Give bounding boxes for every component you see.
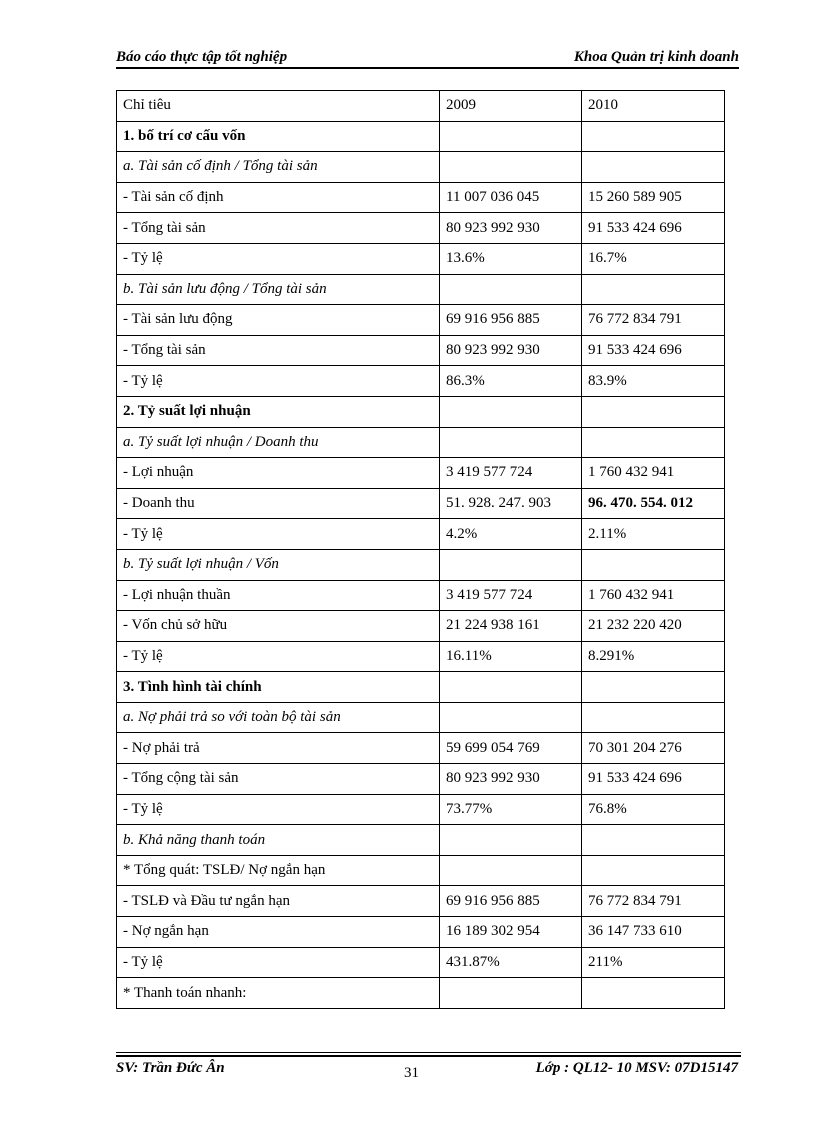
cell-2009: 80 923 992 930 [440,764,582,795]
cell-2009: 16.11% [440,641,582,672]
cell-2010: 96. 470. 554. 012 [582,488,725,519]
row-label: 3. Tình hình tài chính [117,672,440,703]
cell-2009: 13.6% [440,243,582,274]
row-label: - Tỷ lệ [117,519,440,550]
table-row [117,764,725,795]
cell-2010: 76 772 834 791 [582,305,725,336]
cell-2010: 83.9% [582,366,725,397]
cell-2009: 51. 928. 247. 903 [440,488,582,519]
table-row [117,794,725,825]
table-row [117,917,725,948]
footer-divider-thick [116,1055,741,1057]
cell-2010 [582,855,725,886]
row-label: - Lợi nhuận [117,458,440,489]
row-label: 2. Tỷ suất lợi nhuận [117,396,440,427]
row-label: - Tỷ lệ [117,641,440,672]
row-label: 1. bố trí cơ cấu vốn [117,121,440,152]
row-label: - Nợ phải trả [117,733,440,764]
cell-2010: 21 232 220 420 [582,611,725,642]
table-row [117,947,725,978]
row-label: b. Khả năng thanh toán [117,825,440,856]
row-label: a. Tỷ suất lợi nhuận / Doanh thu [117,427,440,458]
footer-class-id: Lớp : QL12- 10 MSV: 07D15147 [535,1060,738,1076]
cell-2010: 15 260 589 905 [582,182,725,213]
row-label: * Thanh toán nhanh: [117,978,440,1009]
table-row [117,243,725,274]
row-label: - Tổng tài sản [117,335,440,366]
row-label: - Lợi nhuận thuần [117,580,440,611]
cell-2010: 1 760 432 941 [582,458,725,489]
table-row [117,458,725,489]
table-row [117,641,725,672]
cell-2010: 36 147 733 610 [582,917,725,948]
cell-2009 [440,427,582,458]
row-label: - Tỷ lệ [117,794,440,825]
cell-2010: 76.8% [582,794,725,825]
cell-2010 [582,978,725,1009]
cell-2010: 211% [582,947,725,978]
cell-2010: 1 760 432 941 [582,580,725,611]
cell-2010: 70 301 204 276 [582,733,725,764]
cell-2009 [440,825,582,856]
cell-2009 [440,549,582,580]
table-row [117,549,725,580]
cell-2010 [582,672,725,703]
table-row [117,182,725,213]
cell-2009: 80 923 992 930 [440,335,582,366]
row-label: - Tổng cộng tài sản [117,764,440,795]
table-row [117,611,725,642]
cell-2010 [582,274,725,305]
row-label: - Vốn chủ sở hữu [117,611,440,642]
cell-2010: 91 533 424 696 [582,764,725,795]
cell-2010: 91 533 424 696 [582,213,725,244]
cell-2009: 69 916 956 885 [440,886,582,917]
cell-2009: 4.2% [440,519,582,550]
row-label: - Tổng tài sản [117,213,440,244]
table-row [117,152,725,183]
cell-2009 [440,672,582,703]
cell-2010 [582,825,725,856]
table-row [117,335,725,366]
row-label: - Tài sản lưu động [117,305,440,336]
cell-2010 [582,152,725,183]
row-label: - Tỷ lệ [117,366,440,397]
cell-2010: 8.291% [582,641,725,672]
table-row [117,396,725,427]
financial-indicators-table [116,90,725,1009]
cell-2009: 3 419 577 724 [440,458,582,489]
row-label: - TSLĐ và Đầu tư ngắn hạn [117,886,440,917]
cell-2009: 80 923 992 930 [440,213,582,244]
header-faculty: Khoa Quản trị kinh doanh [573,49,739,65]
cell-2009: 16 189 302 954 [440,917,582,948]
cell-2009 [440,978,582,1009]
table-row [117,825,725,856]
table-row [117,274,725,305]
row-label: b. Tài sản lưu động / Tổng tài sản [117,274,440,305]
table-row [117,886,725,917]
cell-2009: 431.87% [440,947,582,978]
cell-2009: 69 916 956 885 [440,305,582,336]
cell-2009 [440,121,582,152]
footer-student-name: SV: Trần Đức Ân [116,1060,225,1076]
table-row [117,855,725,886]
table-row [117,733,725,764]
cell-2010 [582,427,725,458]
cell-2009: 86.3% [440,366,582,397]
row-label: - Tài sản cố định [117,182,440,213]
cell-2009: 3 419 577 724 [440,580,582,611]
cell-2009 [440,396,582,427]
cell-2010 [582,121,725,152]
table-header-row [117,91,725,122]
table-row [117,519,725,550]
table-row [117,213,725,244]
column-header-indicator: Chỉ tiêu [117,91,440,122]
page-number: 31 [404,1065,419,1081]
row-label: - Doanh thu [117,488,440,519]
row-label: - Tỷ lệ [117,947,440,978]
table-row [117,580,725,611]
table-row [117,488,725,519]
page-header [116,48,739,66]
cell-2009 [440,702,582,733]
footer-divider-thin [116,1052,741,1053]
header-report-title: Báo cáo thực tập tốt nghiệp [116,49,288,65]
row-label: a. Tài sản cố định / Tổng tài sản [117,152,440,183]
row-label: b. Tỷ suất lợi nhuận / Vốn [117,549,440,580]
table-row [117,702,725,733]
cell-2010 [582,549,725,580]
table-row [117,305,725,336]
cell-2009 [440,274,582,305]
column-header-2009: 2009 [440,91,582,122]
cell-2010: 2.11% [582,519,725,550]
row-label: - Tỷ lệ [117,243,440,274]
table-row [117,121,725,152]
table-row [117,672,725,703]
cell-2009 [440,152,582,183]
cell-2009 [440,855,582,886]
header-divider [116,67,739,69]
table-row [117,427,725,458]
cell-2009: 11 007 036 045 [440,182,582,213]
cell-2010 [582,702,725,733]
cell-2010 [582,396,725,427]
row-label: a. Nợ phải trả so với toàn bộ tài sản [117,702,440,733]
table-row [117,978,725,1009]
cell-2010: 91 533 424 696 [582,335,725,366]
cell-2009: 21 224 938 161 [440,611,582,642]
column-header-2010: 2010 [582,91,725,122]
cell-2009: 73.77% [440,794,582,825]
row-label: - Nợ ngắn hạn [117,917,440,948]
row-label: * Tổng quát: TSLĐ/ Nợ ngắn hạn [117,855,440,886]
table-row [117,366,725,397]
cell-2010: 16.7% [582,243,725,274]
cell-2009: 59 699 054 769 [440,733,582,764]
cell-2010: 76 772 834 791 [582,886,725,917]
